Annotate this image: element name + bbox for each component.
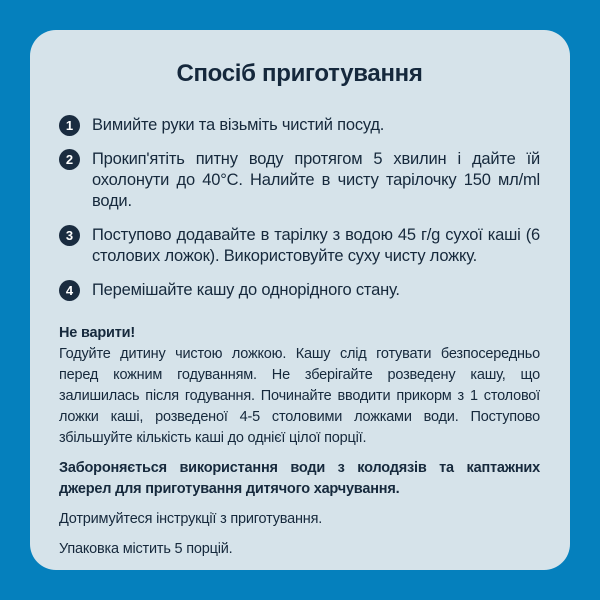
- step-text: Прокип'ятіть питну воду протягом 5 хвилин і дайте їй охолонути до 40°C. Налийте в чисту тарілочку 150 мл/ml води.: [92, 150, 540, 210]
- step-text: Перемішайте кашу до однорідного стану.: [92, 281, 400, 299]
- step-number-badge: 3: [59, 225, 80, 246]
- step-item-2: [59, 149, 540, 212]
- portions-note: Упаковка містить 5 порцій.: [59, 541, 233, 557]
- step-number-badge: 4: [59, 280, 80, 301]
- step-item-3: [59, 225, 540, 267]
- step-item-1: [59, 115, 540, 136]
- step-number-badge: 2: [59, 149, 80, 170]
- steps-list: [59, 115, 540, 301]
- preparation-card: [30, 30, 570, 570]
- page-title: Спосіб приготування: [176, 60, 423, 87]
- step-text: Поступово додавайте в тарілку з водою 45 г/g сухої каші (6 столових ложок). Використовуйте суху чисту ложку.: [92, 226, 540, 265]
- step-item-4: [59, 280, 540, 301]
- feeding-note: Годуйте дитину чистою ложкою. Кашу слід готувати безпосередньо перед кожним годуванням. Не зберігайте розведену кашу, що залишилась після годування. Починайте вводити прикорм з 1 столової ложки каші, розведеної 4-5 столовими ложками води. Поступово збільшуйте кількість каші до однієї цілої порції.: [59, 346, 540, 446]
- no-boil-heading: Не варити!: [59, 325, 135, 341]
- step-number-badge: 1: [59, 115, 80, 136]
- follow-instructions-note: Дотримуйтеся інструкції з приготування.: [59, 511, 323, 527]
- notes-section: [59, 323, 540, 560]
- step-text: Вимийте руки та візьміть чистий посуд.: [92, 116, 385, 134]
- water-warning-note: Забороняється використання води з колодязів та каптажних джерел для приготування дитячого харчування.: [59, 460, 540, 497]
